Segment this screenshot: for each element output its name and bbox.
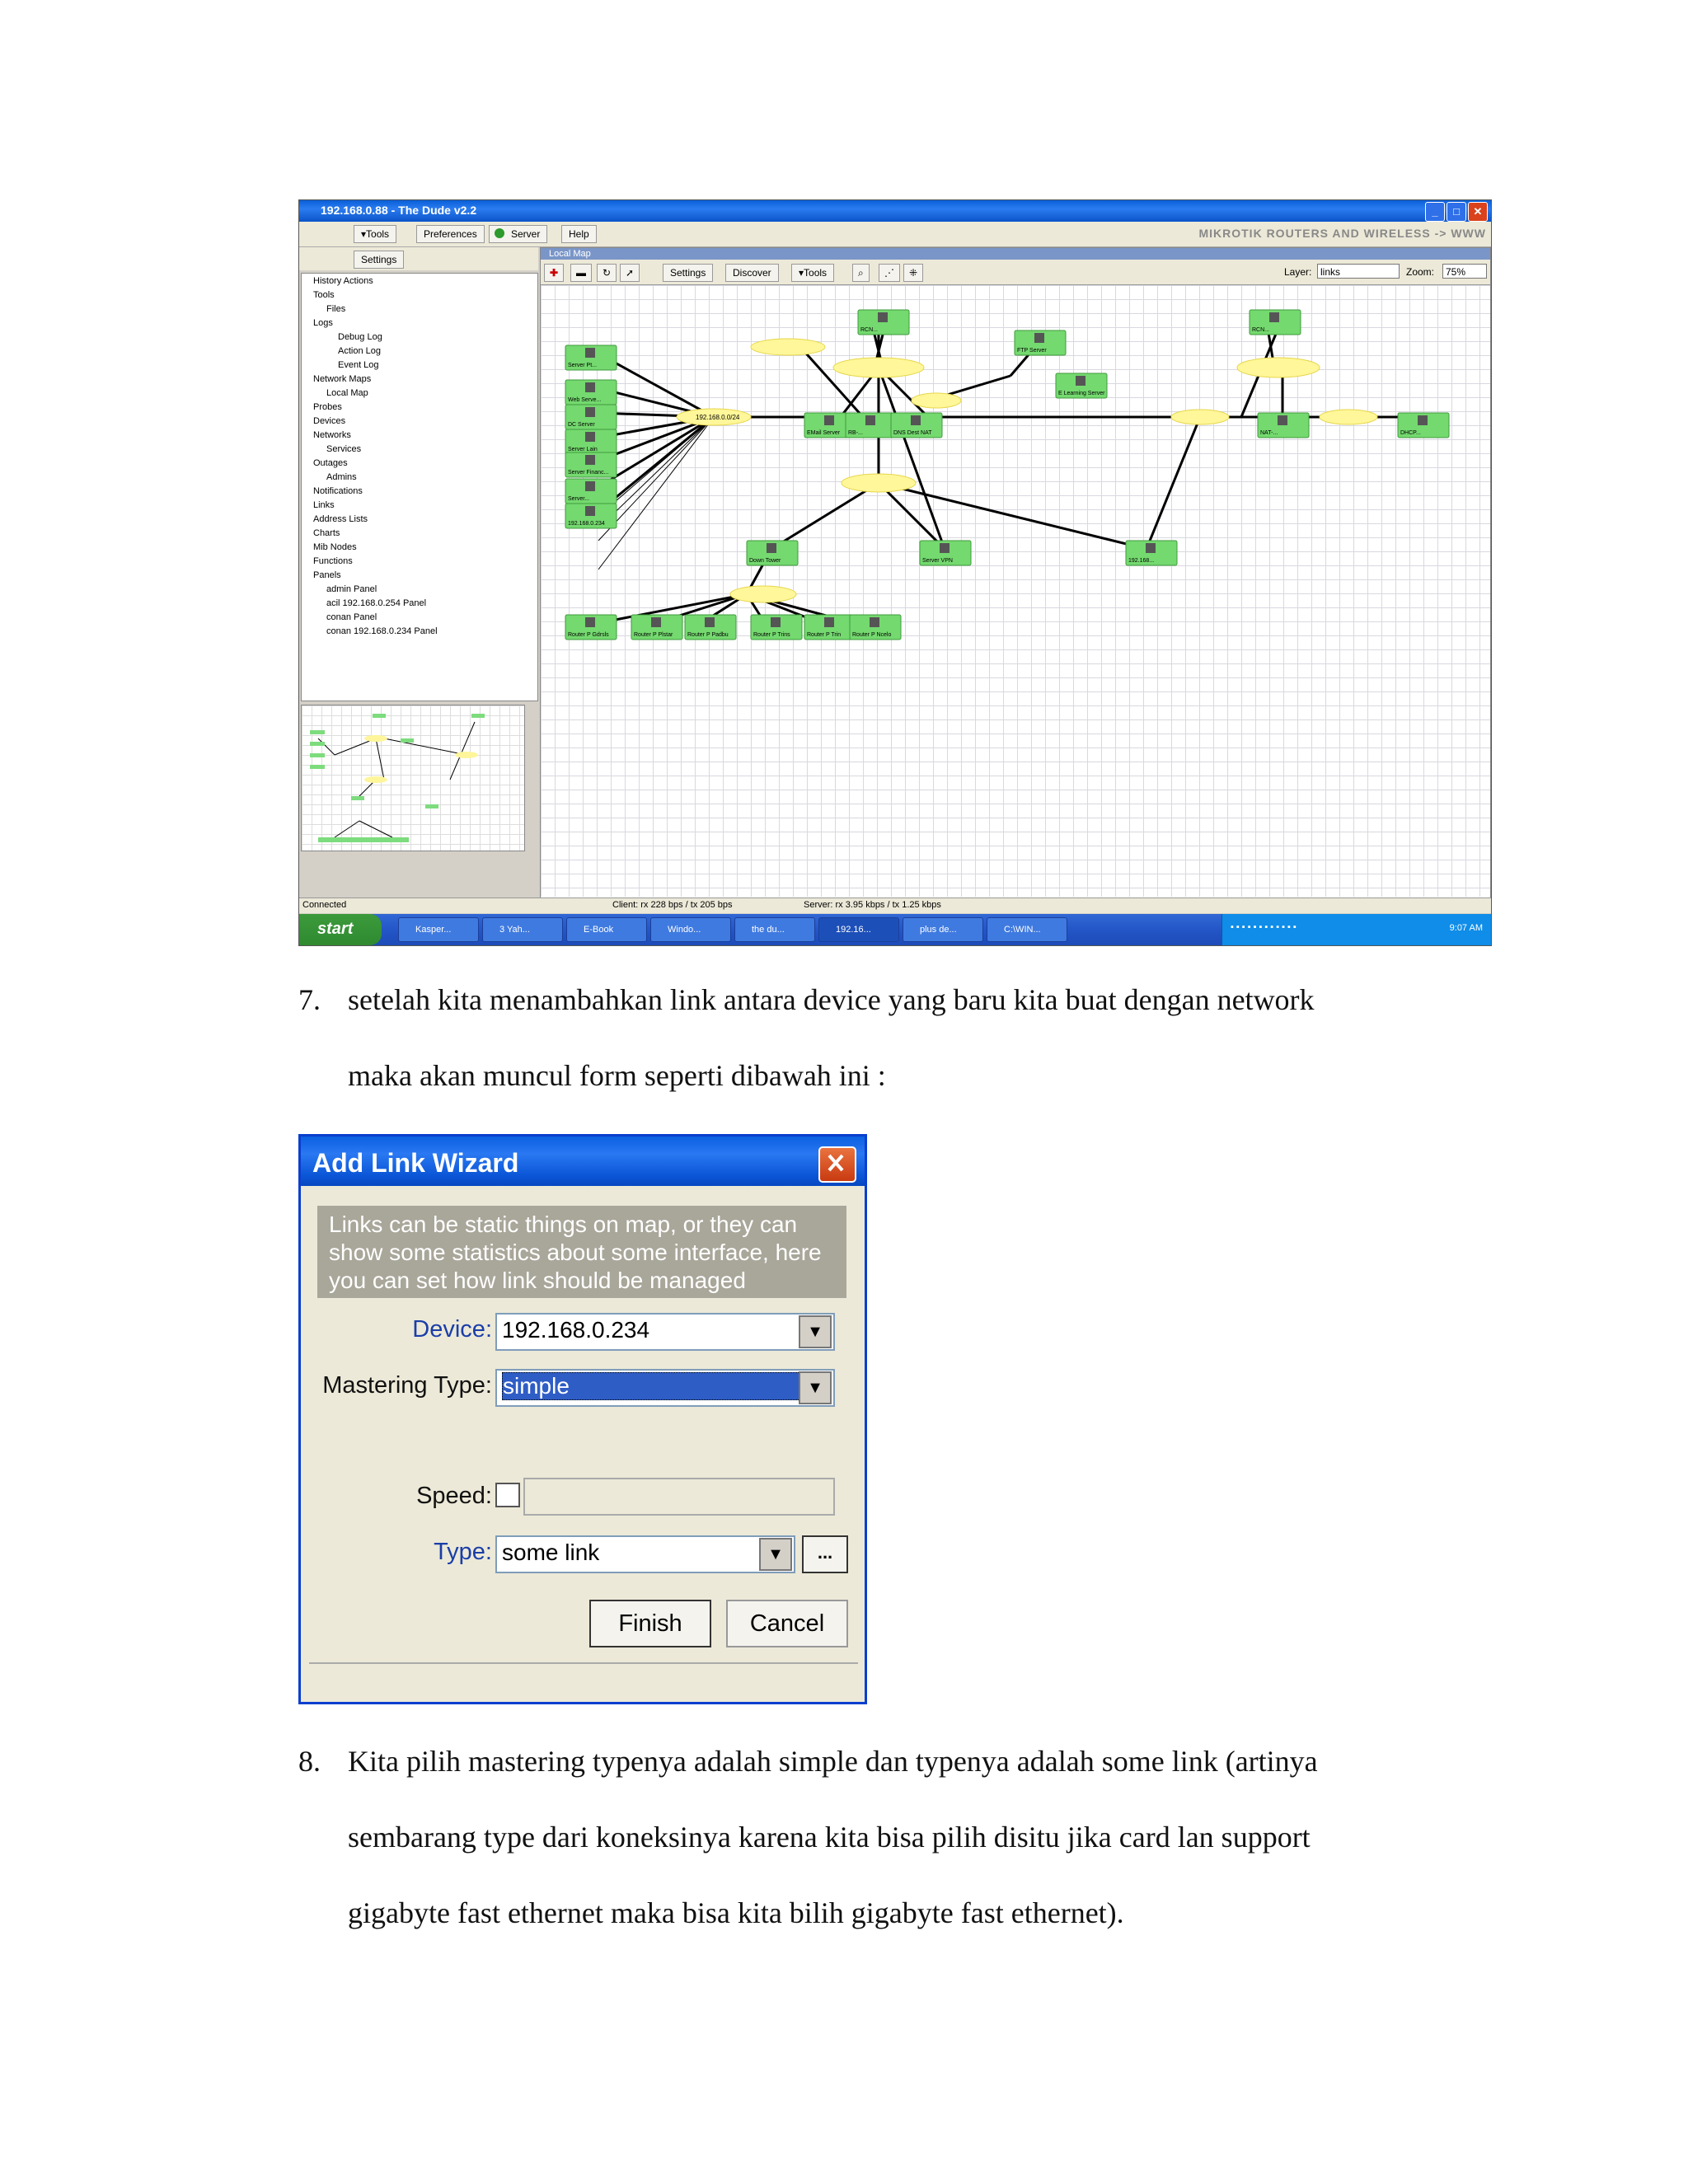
tools-menu-button[interactable]: ▾Tools — [354, 225, 396, 243]
type-value: some link — [502, 1540, 600, 1565]
connection-status: Connected — [302, 900, 347, 910]
map-device-r3[interactable] — [685, 615, 736, 640]
type-select[interactable] — [495, 1535, 795, 1573]
device-icon — [824, 415, 834, 425]
device-label: Device: — [412, 1316, 492, 1343]
map-device-r6[interactable] — [850, 615, 901, 640]
device-label: DC Server — [568, 422, 595, 428]
map-devices — [565, 310, 1449, 640]
tray-icons: ▪▪▪▪▪▪▪▪▪▪▪▪ — [1231, 922, 1299, 932]
device-label: Router P Padbu — [687, 632, 729, 638]
tree-item[interactable]: Charts — [313, 528, 340, 538]
device-label: Router P Ncelo — [852, 632, 892, 638]
device-label: Router P Plstar — [634, 632, 673, 638]
map-overview[interactable] — [301, 705, 525, 851]
remove-icon[interactable]: ▬ — [570, 264, 592, 282]
navigation-tree — [301, 273, 538, 701]
network-cloud — [912, 393, 961, 408]
tree-item[interactable]: Tools — [313, 290, 335, 300]
discover-button[interactable]: Discover — [725, 264, 779, 282]
tree-item[interactable]: Links — [313, 500, 335, 510]
wizard-close-button[interactable] — [818, 1146, 856, 1183]
taskbar-item[interactable]: 3 Yah... — [482, 917, 563, 942]
tree-item[interactable]: conan 192.168.0.234 Panel — [326, 626, 438, 636]
tree-item[interactable]: Action Log — [338, 346, 381, 356]
layer-label: Layer: — [1284, 266, 1312, 278]
device-icon — [585, 348, 595, 358]
close-icon — [820, 1148, 851, 1178]
tree-item[interactable]: Logs — [313, 318, 333, 328]
device-label: Server... — [568, 496, 590, 502]
map-device-r1[interactable] — [565, 615, 617, 640]
device-label: DNS Dest NAT — [893, 430, 932, 436]
map-overview-drawing — [302, 705, 524, 851]
device-icon — [705, 617, 715, 627]
tree-item[interactable]: Panels — [313, 570, 341, 580]
dude-side-toolbar — [299, 247, 538, 270]
server-button[interactable] — [489, 225, 547, 243]
taskbar-item[interactable]: the du... — [734, 917, 815, 942]
tree-item[interactable]: Address Lists — [313, 514, 368, 524]
server-status-icon — [495, 228, 504, 238]
zoom-label: Zoom: — [1406, 266, 1435, 278]
item8-line3: gigabyte fast ethernet maka bisa kita bilih gigabyte fast ethernet). — [348, 1896, 1124, 1929]
system-tray — [1221, 914, 1491, 945]
device-icon — [870, 617, 879, 627]
map-device-elearning[interactable] — [1056, 373, 1107, 398]
taskbar-item-active[interactable]: 192.16... — [818, 917, 899, 942]
list-number-7: 7. — [298, 983, 321, 1016]
tree-item[interactable]: Networks — [313, 430, 351, 440]
item8-line1: Kita pilih mastering typenya adalah simple dan typenya adalah some link (artinya — [348, 1745, 1318, 1778]
side-settings-button[interactable]: Settings — [354, 251, 404, 269]
device-label: Router P Trins — [753, 632, 790, 638]
speed-input[interactable] — [523, 1478, 835, 1516]
dude-status-bar — [299, 898, 1491, 913]
tree-item[interactable]: Local Map — [326, 388, 368, 398]
map-device-r2[interactable] — [631, 615, 682, 640]
device-icon — [585, 455, 595, 465]
map-links — [598, 318, 1447, 623]
tree-item[interactable]: Outages — [313, 458, 348, 468]
taskbar-item[interactable]: Kasper... — [398, 917, 479, 942]
windows-taskbar — [299, 914, 1491, 945]
item7-line2: maka akan muncul form seperti dibawah ini : — [348, 1059, 886, 1092]
local-map-window — [540, 247, 1491, 898]
dude-window-title: 192.168.0.88 - The Dude v2.2 — [321, 204, 477, 217]
item7-line1: setelah kita menambahkan link antara device yang baru kita buat dengan network — [348, 983, 1315, 1016]
device-icon — [585, 481, 595, 491]
item8-line2: sembarang type dari koneksinya karena kita bisa pilih disitu jika card lan support — [348, 1821, 1311, 1854]
device-label: RCN... — [1252, 327, 1269, 333]
device-icon — [1269, 312, 1279, 322]
device-label: E Learning Server — [1058, 391, 1105, 396]
add-icon[interactable]: ✚ — [544, 264, 564, 282]
tree-item[interactable]: Probes — [313, 402, 342, 412]
tree-item[interactable]: Functions — [313, 556, 353, 566]
speed-checkbox[interactable] — [495, 1483, 520, 1507]
device-label: NAT-... — [1260, 430, 1278, 436]
mastering-type-value: simple — [502, 1372, 800, 1400]
network-cloud — [751, 339, 825, 355]
map-device-down-tower[interactable] — [747, 541, 798, 565]
map-device-server-lain[interactable] — [565, 429, 617, 454]
device-icon — [865, 415, 875, 425]
device-icon — [585, 407, 595, 417]
map-device-dc-server[interactable] — [565, 405, 617, 429]
map-device-dhcp[interactable] — [1398, 413, 1449, 438]
device-icon — [585, 506, 595, 516]
pointer-icon[interactable]: ➚ — [620, 264, 640, 282]
map-cloud-labels — [696, 414, 740, 421]
device-icon — [1076, 376, 1085, 386]
map-device-rcn2[interactable] — [1250, 310, 1301, 335]
device-label: Down Tower — [749, 558, 781, 564]
taskbar-item[interactable]: plus de... — [903, 917, 983, 942]
layout-icon[interactable]: ⋰ — [879, 264, 900, 282]
device-label: Server Pt... — [568, 363, 598, 368]
preferences-button[interactable]: Preferences — [416, 225, 485, 243]
map-device-server-x[interactable] — [565, 479, 617, 504]
list-number-8: 8. — [298, 1745, 321, 1778]
mikrotik-brand: MIKROTIK ROUTERS AND WIRELESS -> WWW — [1198, 227, 1486, 240]
device-icon — [911, 415, 921, 425]
layer-select[interactable]: links — [1317, 264, 1400, 279]
device-label: Server Financ... — [568, 470, 609, 476]
taskbar-item[interactable]: C:\WIN... — [987, 917, 1067, 942]
start-button[interactable]: start — [299, 914, 382, 945]
clock: 9:07 AM — [1449, 923, 1483, 933]
tree-item[interactable]: Devices — [313, 416, 346, 426]
wizard-status-bar — [309, 1662, 858, 1697]
network-map-drawing — [541, 285, 1490, 897]
chevron-down-icon[interactable]: ▼ — [759, 1538, 792, 1571]
wizard-title-bar — [301, 1137, 865, 1186]
server-button-label: Server — [511, 228, 541, 240]
type-label: Type: — [434, 1539, 492, 1565]
maximize-icon[interactable]: □ — [1447, 202, 1466, 222]
taskbar-item[interactable]: Windo... — [650, 917, 731, 942]
network-cloud — [842, 474, 916, 492]
map-device-server-finance[interactable] — [565, 452, 617, 477]
map-device-r5[interactable] — [804, 615, 856, 640]
device-icon — [1418, 415, 1428, 425]
tree-item[interactable]: Services — [326, 444, 362, 454]
device-icon — [585, 617, 595, 627]
chevron-down-icon[interactable]: ▼ — [799, 1371, 832, 1404]
minimize-icon[interactable]: _ — [1425, 202, 1445, 222]
network-cloud — [833, 358, 924, 377]
device-icon — [767, 543, 776, 553]
network-cloud — [1237, 358, 1320, 377]
device-label: RCN... — [860, 327, 878, 333]
local-map-title: Local Map — [541, 248, 1490, 260]
taskbar-item[interactable]: E-Book — [566, 917, 647, 942]
device-label: Router P Gdrsls — [568, 632, 609, 638]
dude-main-toolbar — [299, 222, 1491, 247]
device-label: 192.168... — [1128, 558, 1155, 564]
tree-item[interactable]: Mib Nodes — [313, 542, 357, 552]
device-icon — [651, 617, 661, 627]
finish-button[interactable]: Finish — [589, 1600, 711, 1647]
rotate-icon[interactable]: ↻ — [597, 264, 617, 282]
tree-item[interactable]: admin Panel — [326, 584, 377, 594]
speed-label: Speed: — [416, 1483, 492, 1509]
device-icon — [771, 617, 781, 627]
map-device-r4[interactable] — [751, 615, 802, 640]
device-label: Web Serve... — [568, 397, 602, 403]
network-cloud — [1171, 410, 1229, 424]
network-cloud — [730, 586, 796, 602]
network-map-canvas[interactable] — [541, 285, 1490, 897]
device-label: Server VPN — [922, 558, 953, 564]
binoculars-icon[interactable]: ⌕ — [852, 264, 870, 282]
tree-item[interactable]: Files — [326, 304, 346, 314]
mastering-type-label: Mastering Type: — [322, 1372, 492, 1399]
map-device-web-server[interactable] — [565, 380, 617, 405]
zoom-select[interactable]: 75% — [1442, 264, 1487, 279]
device-label: 192.168.0.234 — [568, 521, 605, 527]
add-link-wizard-dialog — [298, 1134, 867, 1704]
wizard-title: Add Link Wizard — [312, 1148, 519, 1178]
map-device-ip-234[interactable] — [565, 504, 617, 528]
mastering-type-select[interactable] — [495, 1369, 835, 1407]
tree-item[interactable]: Event Log — [338, 360, 379, 370]
dude-title-bar — [299, 200, 1491, 222]
map-device-server-p[interactable] — [565, 345, 617, 370]
device-label: Server Lain — [568, 447, 598, 452]
cancel-button[interactable]: Cancel — [726, 1600, 848, 1647]
map-toolbar — [541, 260, 1490, 285]
device-label: RB-... — [848, 430, 863, 436]
device-label: EMail Server — [807, 430, 841, 436]
device-label: Router P Trin — [807, 632, 842, 638]
map-tools-button[interactable]: ▾Tools — [791, 264, 834, 282]
device-icon — [1034, 333, 1044, 343]
device-icon — [585, 432, 595, 442]
tree-item[interactable]: Network Maps — [313, 374, 372, 384]
close-icon[interactable]: ✕ — [1468, 202, 1488, 222]
map-device-ip-192[interactable] — [1126, 541, 1177, 565]
map-device-rb[interactable] — [846, 413, 897, 438]
tree-item[interactable]: acil 192.168.0.254 Panel — [326, 598, 427, 608]
device-label: FTP Server — [1017, 348, 1047, 354]
arrange-icon[interactable]: ⁜ — [903, 264, 923, 282]
device-icon — [878, 312, 888, 322]
type-more-button[interactable]: ... — [802, 1535, 848, 1573]
map-device-dns-nat[interactable] — [891, 413, 942, 438]
network-cloud — [1320, 410, 1377, 424]
device-icon — [824, 617, 834, 627]
tree-item[interactable]: Debug Log — [338, 332, 382, 342]
map-device-server-vpn[interactable] — [920, 541, 971, 565]
dude-screenshot — [298, 199, 1492, 946]
map-device-ftp-server[interactable] — [1015, 330, 1066, 355]
tree-item[interactable]: conan Panel — [326, 612, 377, 622]
device-icon — [1146, 543, 1156, 553]
device-icon — [1278, 415, 1287, 425]
device-select[interactable] — [495, 1313, 835, 1351]
wizard-description: Links can be static things on map, or they can show some statistics about some interface, here you can set how link should be managed — [317, 1206, 846, 1298]
device-label: DHCP... — [1400, 430, 1421, 436]
map-settings-button[interactable]: Settings — [663, 264, 713, 282]
map-device-nat-a[interactable] — [1258, 413, 1309, 438]
device-value: 192.168.0.234 — [502, 1317, 650, 1343]
chevron-down-icon[interactable]: ▼ — [799, 1315, 832, 1348]
tree-item[interactable]: Notifications — [313, 486, 363, 496]
hub-label: 192.168.0.0/24 — [696, 414, 740, 421]
map-device-rcn1[interactable] — [858, 310, 909, 335]
device-icon — [940, 543, 950, 553]
tree-item[interactable]: Admins — [326, 472, 357, 482]
client-traffic: Client: rx 228 bps / tx 205 bps — [612, 900, 733, 910]
help-button[interactable]: Help — [561, 225, 597, 243]
device-icon — [585, 382, 595, 392]
server-traffic: Server: rx 3.95 kbps / tx 1.25 kbps — [804, 900, 941, 910]
tree-item[interactable]: History Actions — [313, 276, 373, 286]
